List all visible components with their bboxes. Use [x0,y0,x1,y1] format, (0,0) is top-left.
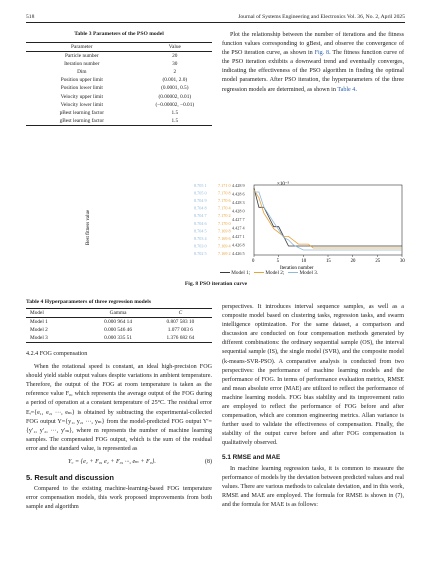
fig8-xtick-label: 5 [276,259,280,264]
legend-swatch-model1 [220,272,230,273]
fig8-ytick-model2-scale: 7.170 4 [218,205,231,211]
table-cell: gBest learning factor [59,117,104,124]
header-rule [26,22,405,23]
table3-header-row [26,43,212,52]
table-cell: 0.000 335 51 [104,335,132,342]
fig8-ytick-model2-scale: 7.170 0 [218,220,231,226]
table-row [26,60,212,68]
equation-8 [26,456,212,470]
table4-header-cell: C [178,310,183,316]
fig8-ytick-model1-scale: 4.428 6 [232,191,245,197]
fig8-series-line-model2 [254,190,402,248]
table-cell: Iteration number [64,61,100,68]
fig8-ytick-model3-scale: 8.704 8 [194,205,207,211]
fig8-ytick-model3-scale: 8.704 9 [194,198,207,204]
fig8-ytick-model2-scale: 7.169 2 [218,251,231,256]
table-row [26,326,212,334]
table-cell: 20 [172,53,178,60]
table-cell: Position upper limit [60,77,103,84]
page-number: 518 [26,14,35,20]
legend-model2: Model 2; [265,270,285,276]
table-row [26,117,212,126]
table-cell: (−0.00002, −0.01) [155,101,195,108]
left-paragraph-2: Compared to the existing machine-learning-based FOG temperature error compensation models, this work proposed improvements from both sample and algorithm [26,486,212,511]
legend-model3: Model 3. [299,270,319,276]
intro-text-b: . The fitness function curve of the PSO iteration exhibits a downward trend and eventually converges, indicating the effectiveness of the PSO algorithm in finding the optimal model parameters. After PSO iteration, the hyperparameters of the three regression models are determined, as shown in [222,50,404,93]
table-cell: 1.077 003 6 [167,327,193,334]
table-cell: 1.5 [171,109,179,116]
table-row [26,68,212,76]
fig8-ytick-model3-scale: 8.703 0 [194,243,207,249]
table-cell: Velocity upper limit [60,93,103,100]
fig8-caption: Fig. 8 PSO iteration curve [184,281,248,287]
section-5-heading: 5. Result and discussion [26,473,114,483]
table4 [26,308,212,343]
fig8-ytick-model3-scale: 8.704 7 [194,213,207,219]
table-row [26,93,212,101]
table-cell: (0.001, 2.0) [162,77,188,84]
table-cell: 2 [173,69,177,76]
fig8-ytick-model1-scale: 4.427 1 [232,234,245,239]
table-cell: 1.376 682 64 [166,335,195,342]
fig8-axes [254,185,402,255]
table-row [26,84,212,92]
legend-swatch-model3 [288,272,298,273]
table-cell: 0.000 964 14 [104,319,132,326]
fig8-ytick-model2-scale: 7.171 0 [218,183,231,188]
fig8-chart [84,175,414,270]
fig8-ytick-model3-scale: 8.702 5 [194,251,207,256]
table-row [26,334,212,343]
table-cell: Model 3 [30,335,48,342]
legend-model1: Model 1; [231,270,251,276]
table-cell: Model 2 [30,327,48,334]
table-row [26,76,212,84]
table-cell: 0.000 546 46 [104,327,132,334]
fig8-ytick-model1-scale: 4.428 3 [232,200,245,205]
fig8-link[interactable]: Fig. 8 [314,50,330,57]
left-body [26,350,212,512]
fig8-ytick-model2-scale: 7.170 8 [218,190,231,196]
table-cell: (0.0001, 0.5) [161,85,189,92]
fig8-ylabel: Best fitness value [86,209,91,245]
table-cell: 1.5 [171,117,179,124]
table-row [26,318,212,327]
equation-number: (8) [204,459,212,466]
fig8-ytick-model3-scale: 8.704 6 [194,220,207,226]
fig8-legend [220,270,410,276]
figure8 [84,175,414,270]
table3-header-cell: Parameter [71,44,93,50]
fig8-lines [254,188,402,250]
table-cell: 30 [172,61,178,68]
intro-text-a: Plot the relationship between the number of iterations and the fitness function values corresponding to gBest, and observe the convergence of the PSO iteration curve, as shown in [222,32,404,57]
fig8-ticks [194,183,405,264]
fig8-ytick-model3-scale: 8.703 4 [194,235,207,241]
table-cell: Particle number [64,53,99,60]
fig8-ytick-model2-scale: 7.170 6 [218,198,231,204]
fig8-xtick-label: 0 [252,259,255,264]
table4-header-cell: Gamma [109,310,127,316]
fig8-xlabel: Iteration number [280,266,314,270]
fig8-series-line-model1 [254,188,402,246]
fig8-ytick-model1-scale: 4.426 5 [232,251,245,256]
table4-header-cell: Model [30,310,44,316]
table-cell: 0.807 583 10 [166,319,195,326]
left-paragraph-1: When the rotational speed is constant, an ideal high-precision FOG should yield stable output values despite variations in ambient temperature. Therefore, the output of the FOG at room temperature is taken as the reference value F₀, which represents the average output of the FOG during a period of operation at a constant temperature of 25°C. The residual error Eᵢ={e₁, e₂, ···, eₘ} is obtained by subtracting the experimental-collected FOG output Y={y₁, y₂, ···, yₘ} from the model-predicted FOG output Y′={y′₁, y′₂, ···, y′ₘ}, where m represents the number of machine learning samples. The compensated FOG output, which is the sum of the residual error and the standard value, is represented as [26,364,212,452]
table-cell: pBest learning factor [59,109,104,116]
fig8-ytick-model2-scale: 7.169 6 [218,235,231,241]
section-5-1-heading: 5.1 RMSE and MAE [222,453,281,461]
table3-caption: Table 3 Parameters of the PSO model [74,31,164,37]
fig8-ytick-model3-scale: 8.704 5 [194,228,207,234]
intro-text-c: . [355,86,357,93]
right-paragraph-1: perspectives. It introduces interval sequence samples, as well as a composite model based on clustering tasks, regression tasks, and swarm intelligence optimization. For the same dataset, a comparison and discussion are conducted on four compensation methods generated by different combinations: the ordinary sequential sample (OS), the interval sequential sample (IS), the single model (SVR), and the composite model (k-means-SVR-PSO). A comparative analysis is conducted from two perspectives: the performance of machine learning models and the performance of FOG. In terms of performance evaluation metrics, RMSE and mean absolute error (MAE) are utilized to reflect the performance of machine learning models. FOG bias stability and its improvement ratio are employed to reflect the performance of FOG before and after compensation, which are common engineering metrics. Allan variance is further used to validate the effectiveness of compensation. Finally, the stability of the output curve before and after FOG compensation is qualitatively observed. [222,304,404,447]
table4-header-row [26,309,212,318]
fig8-ytick-model1-scale: 4.428 0 [232,208,245,214]
table-cell: Velocity lower limit [60,101,103,108]
fig8-ytick-model2-scale: 7.170 2 [218,213,231,219]
fig8-exponent: ×10⁻⁵ [277,182,290,187]
right-paragraph-2: In machine learning regression tasks, it is common to measure the performance of models by the deviation between predicted values and real values. There are various methods to calculate deviation, and in this work, RMSE and MAE are employed. The formula for RMSE is shown in (7), and the formula for MAE is as follows: [222,465,404,508]
fig8-ytick-model1-scale: 4.427 4 [232,225,245,231]
table3-header-cell: Value [168,44,181,50]
fig8-ytick-model1-scale: 4.428 9 [232,183,245,188]
table-cell: Dim [77,69,87,76]
fig8-ytick-model2-scale: 7.169 4 [218,243,231,249]
table3 [26,42,212,126]
table-row [26,109,212,117]
fig8-ytick-model1-scale: 4.426 8 [232,242,245,248]
table4-caption: Table 4 Hyperparameters of three regression models [26,299,152,305]
fig8-series-line-model3 [254,192,402,250]
table-row [26,52,212,61]
table-row [26,101,212,109]
fig8-ytick-model3-scale: 8.705 0 [194,190,207,196]
fig8-ytick-model1-scale: 4.427 7 [232,217,245,222]
table4-link[interactable]: Table 4 [337,86,356,93]
fig8-ytick-model2-scale: 7.169 8 [218,228,231,234]
table-cell: (0.00002, 0.01) [158,93,192,100]
journal-header: Journal of Systems Engineering and Electronics Vol. 36, No. 2, April 2025 [238,14,405,20]
fig8-xtick-label: 25 [375,259,381,264]
fig8-xtick-label: 20 [350,259,356,264]
table-cell: Model 1 [30,319,48,326]
table-cell: Position lower limit [60,85,103,92]
fig8-xtick-label: 15 [326,259,331,264]
right-body [222,303,404,510]
fig8-xtick-label: 30 [400,259,405,264]
fig8-plot-frame [254,185,402,255]
equation-text: Y꜀ = {e₁ + F₀, e₂ + F₀, ···, eₘ + F₀}. [68,459,156,466]
fig8-ytick-model3-scale: 8.705 1 [194,183,207,188]
section-4-2-4-heading: 4.2.4 FOG compensation [26,351,88,357]
right-intro-text [222,31,404,95]
legend-swatch-model2 [254,272,264,273]
fig8-xtick-label: 10 [301,259,307,264]
